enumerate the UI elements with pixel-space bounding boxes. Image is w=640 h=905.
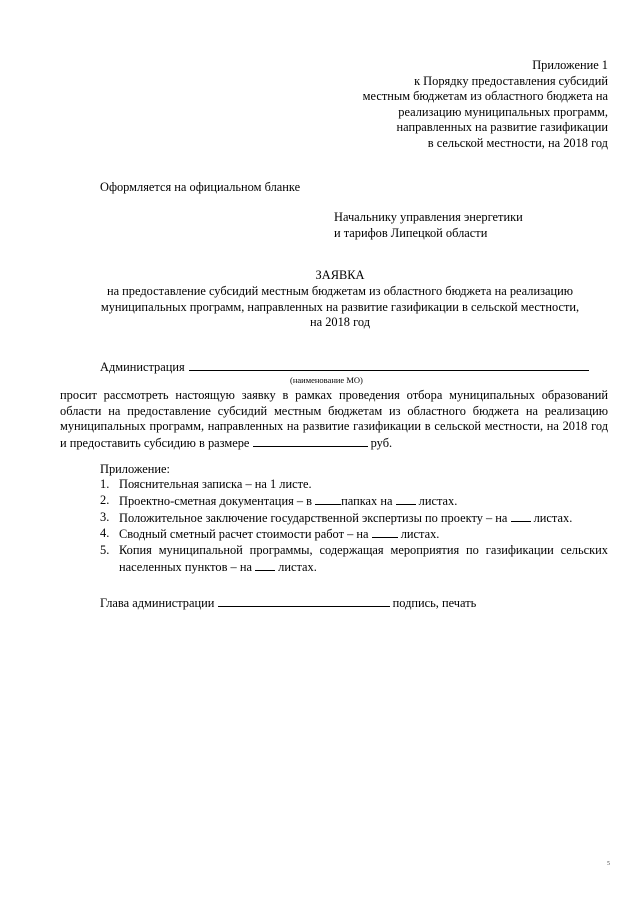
list-item-text-part: Проектно-сметная документация – в — [119, 493, 316, 508]
list-item — [100, 510, 608, 527]
list-item-number: 2. — [100, 492, 110, 507]
list-item-text-part: папках на — [341, 493, 396, 508]
list-item-text — [119, 510, 608, 527]
request-paragraph — [60, 388, 608, 451]
page-number: 5 — [607, 861, 610, 867]
list-item-text — [119, 543, 608, 576]
list-item-text-part: Положительное заключение государственной экспертизы по проекту – на — [119, 510, 511, 525]
folders-count-blank[interactable] — [315, 493, 341, 505]
subtitle-line: на предоставление субсидий местным бюджетам из областного бюджета на реализацию — [106, 284, 574, 298]
sheets-count-blank[interactable] — [511, 510, 531, 522]
addressee-line: и тарифов Липецкой области — [334, 225, 488, 240]
list-item — [100, 493, 608, 510]
administration-label: Администрация — [100, 360, 185, 374]
appendix-line: реализацию муниципальных программ, — [398, 104, 608, 119]
appendix-line: в сельской местности, на 2018 год — [427, 135, 608, 150]
list-item-text: Пояснительная записка – на 1 листе. — [119, 477, 312, 491]
administration-name-blank[interactable] — [189, 358, 589, 371]
list-item-number: 5. — [100, 543, 110, 558]
currency-label: руб. — [370, 435, 393, 450]
list-item — [100, 526, 608, 543]
administration-line — [100, 358, 589, 376]
appendix-line: Приложение 1 — [532, 58, 608, 72]
list-item-number: 4. — [100, 526, 110, 541]
list-item-text — [119, 493, 608, 510]
list-item-text-part: Сводный сметный расчет стоимости работ – на — [119, 527, 372, 542]
addressee-line: Начальнику управления энергетики — [334, 210, 523, 224]
list-item-text-part: листах. — [275, 559, 317, 574]
document-subtitle — [60, 284, 620, 331]
document-title: ЗАЯВКА — [315, 268, 365, 282]
sheets-count-blank[interactable] — [396, 493, 416, 505]
signature-line — [100, 595, 476, 612]
appendix-line: направленных на развитие газификации — [396, 120, 608, 134]
list-item — [100, 543, 608, 576]
appendix-line: местным бюджетам из областного бюджета на — [362, 89, 608, 103]
attachments-list — [100, 477, 608, 576]
sheets-count-blank[interactable] — [255, 559, 275, 571]
sheets-count-blank[interactable] — [372, 526, 398, 538]
appendix-header — [288, 58, 608, 151]
subsidy-amount-blank[interactable] — [253, 435, 368, 447]
list-item-text-part: Копия муниципальной программы, содержащая мероприятия по газификации сельских населенных пунктов – на — [119, 543, 608, 574]
list-item-number: 1. — [100, 477, 110, 491]
list-item-text-part: листах. — [530, 510, 573, 525]
list-item — [100, 477, 608, 493]
appendix-line: к Порядку предоставления субсидий — [414, 73, 608, 88]
signature-suffix: подпись, печать — [392, 596, 477, 610]
attachments-heading: Приложение: — [100, 462, 170, 476]
addressee-block — [334, 210, 523, 241]
subtitle-line: муниципальных программ, направленных на развитие газификации в сельской местности, — [100, 299, 580, 314]
official-blank-note: Оформляется на официальном бланке — [100, 180, 301, 194]
list-item-text-part: листах. — [415, 493, 458, 508]
signature-blank[interactable] — [218, 595, 390, 607]
list-item-text — [119, 526, 608, 543]
subtitle-line: на 2018 год — [309, 315, 371, 329]
signature-label: Глава администрации — [100, 596, 215, 610]
municipality-caption: (наименование МО) — [290, 375, 363, 385]
list-item-number: 3. — [100, 509, 110, 524]
list-item-text-part: листах. — [397, 527, 440, 542]
request-text: просит рассмотреть настоящую заявку в рамках проведения отбора муниципальных образований области на предоставление субсидий местным бюджетам из областного бюджета на реализацию муниципальных программ, направленных на развитие газификации в сельской местности, на 2018 год и предоставить субсидию в размере — [60, 388, 608, 450]
